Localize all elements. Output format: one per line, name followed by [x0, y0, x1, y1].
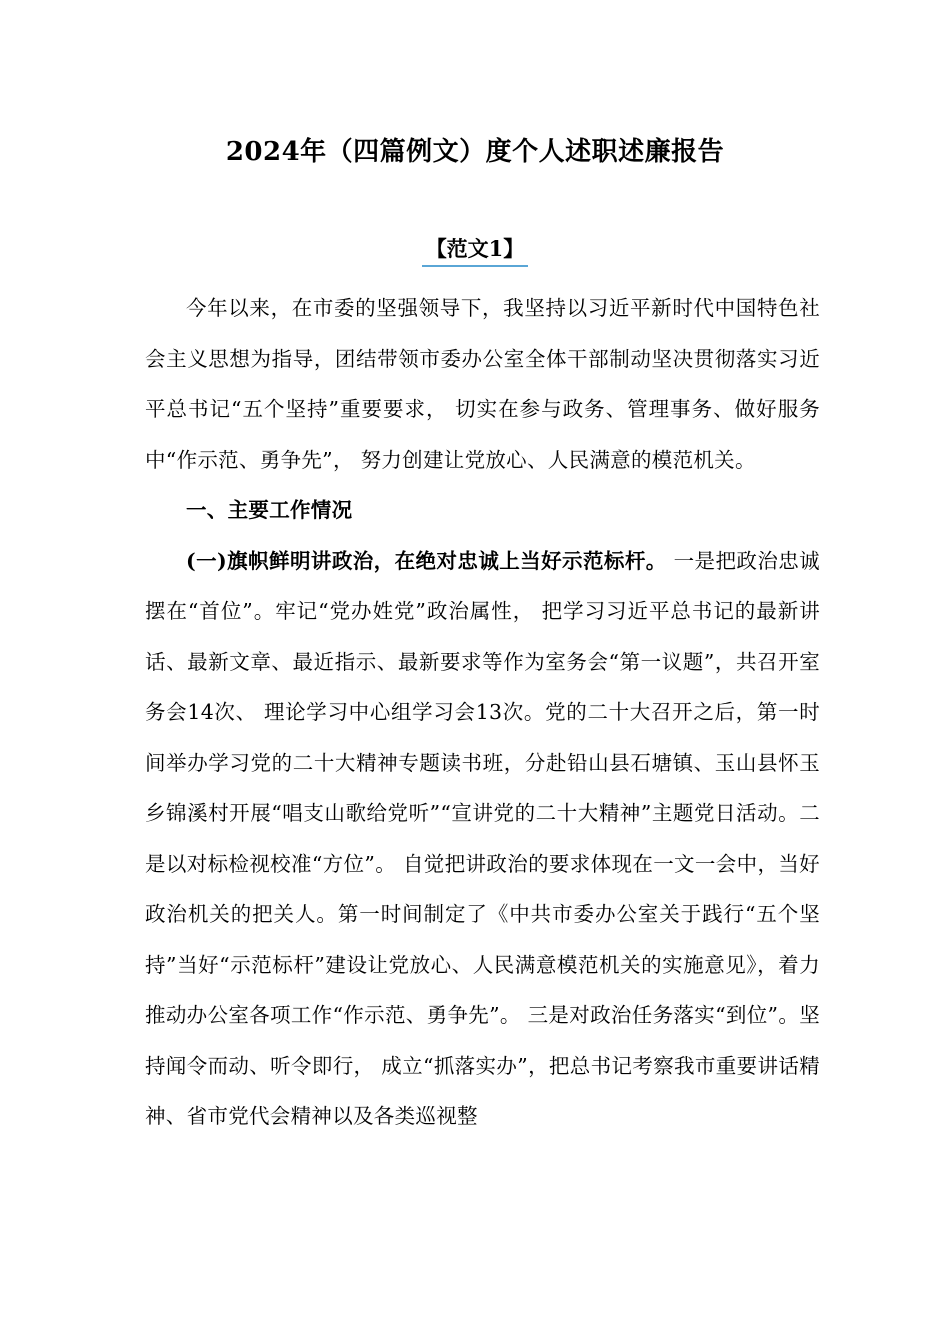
paragraph-lead-heading: (一)旗帜鲜明讲政治，在绝对忠诚上当好示范标杆。 [186, 548, 667, 573]
paragraph-political-loyalty [145, 536, 820, 1142]
document-body [145, 283, 820, 1142]
document-title: 2024年（四篇例文）度个人述职述廉报告 [225, 137, 725, 167]
heading-main-work: 一、主要工作情况 [186, 498, 353, 522]
intro-paragraph: 今年以来，在市委的坚强领导下，我坚持以习近平新时代中国特色社会主义思想为指导，团结带领市委办公室全体干部制动坚决贯彻落实习近平总书记“五个坚持”重要要求， 切实在参与政务、管理事务、做好服务中“作示范、勇争先”， 努力创建让党放心、人民满意的模范机关。 [145, 296, 820, 472]
section-heading-container [0, 234, 950, 267]
section-heading: 【范文1】 [422, 234, 529, 267]
paragraph-body-text: 一是把政治忠诚摆在“首位”。牢记“党办姓党”政治属性， 把学习习近平总书记的最新讲话、最新文章、最近指示、最新要求等作为室务会“第一议题”，共召开室务会14次、 理论学习中心组学习会13次。党的二十大召开之后，第一时间举办学习党的二十大精神专题读书班，分赴铅山县石塘镇、玉山县怀玉乡锦溪村开展“唱支山歌给党听”“宣讲党的二十大精神”主题党日活动。二是以对标检视校准“方位”。 自觉把讲政治的要求体现在一文一会中，当好政治机关的把关人。第一时间制定了《中共市委办公室关于践行“五个坚持”当好“示范标杆”建设让党放心、人民满意模范机关的实施意见》，着力推动办公室各项工作“作示范、勇争先”。 三是对政治任务落实“到位”。坚持闻令而动、听令即行， 成立“抓落实办”，把总书记考察我市重要讲话精神、省市党代会精神以及各类巡视整 [145, 548, 820, 1128]
